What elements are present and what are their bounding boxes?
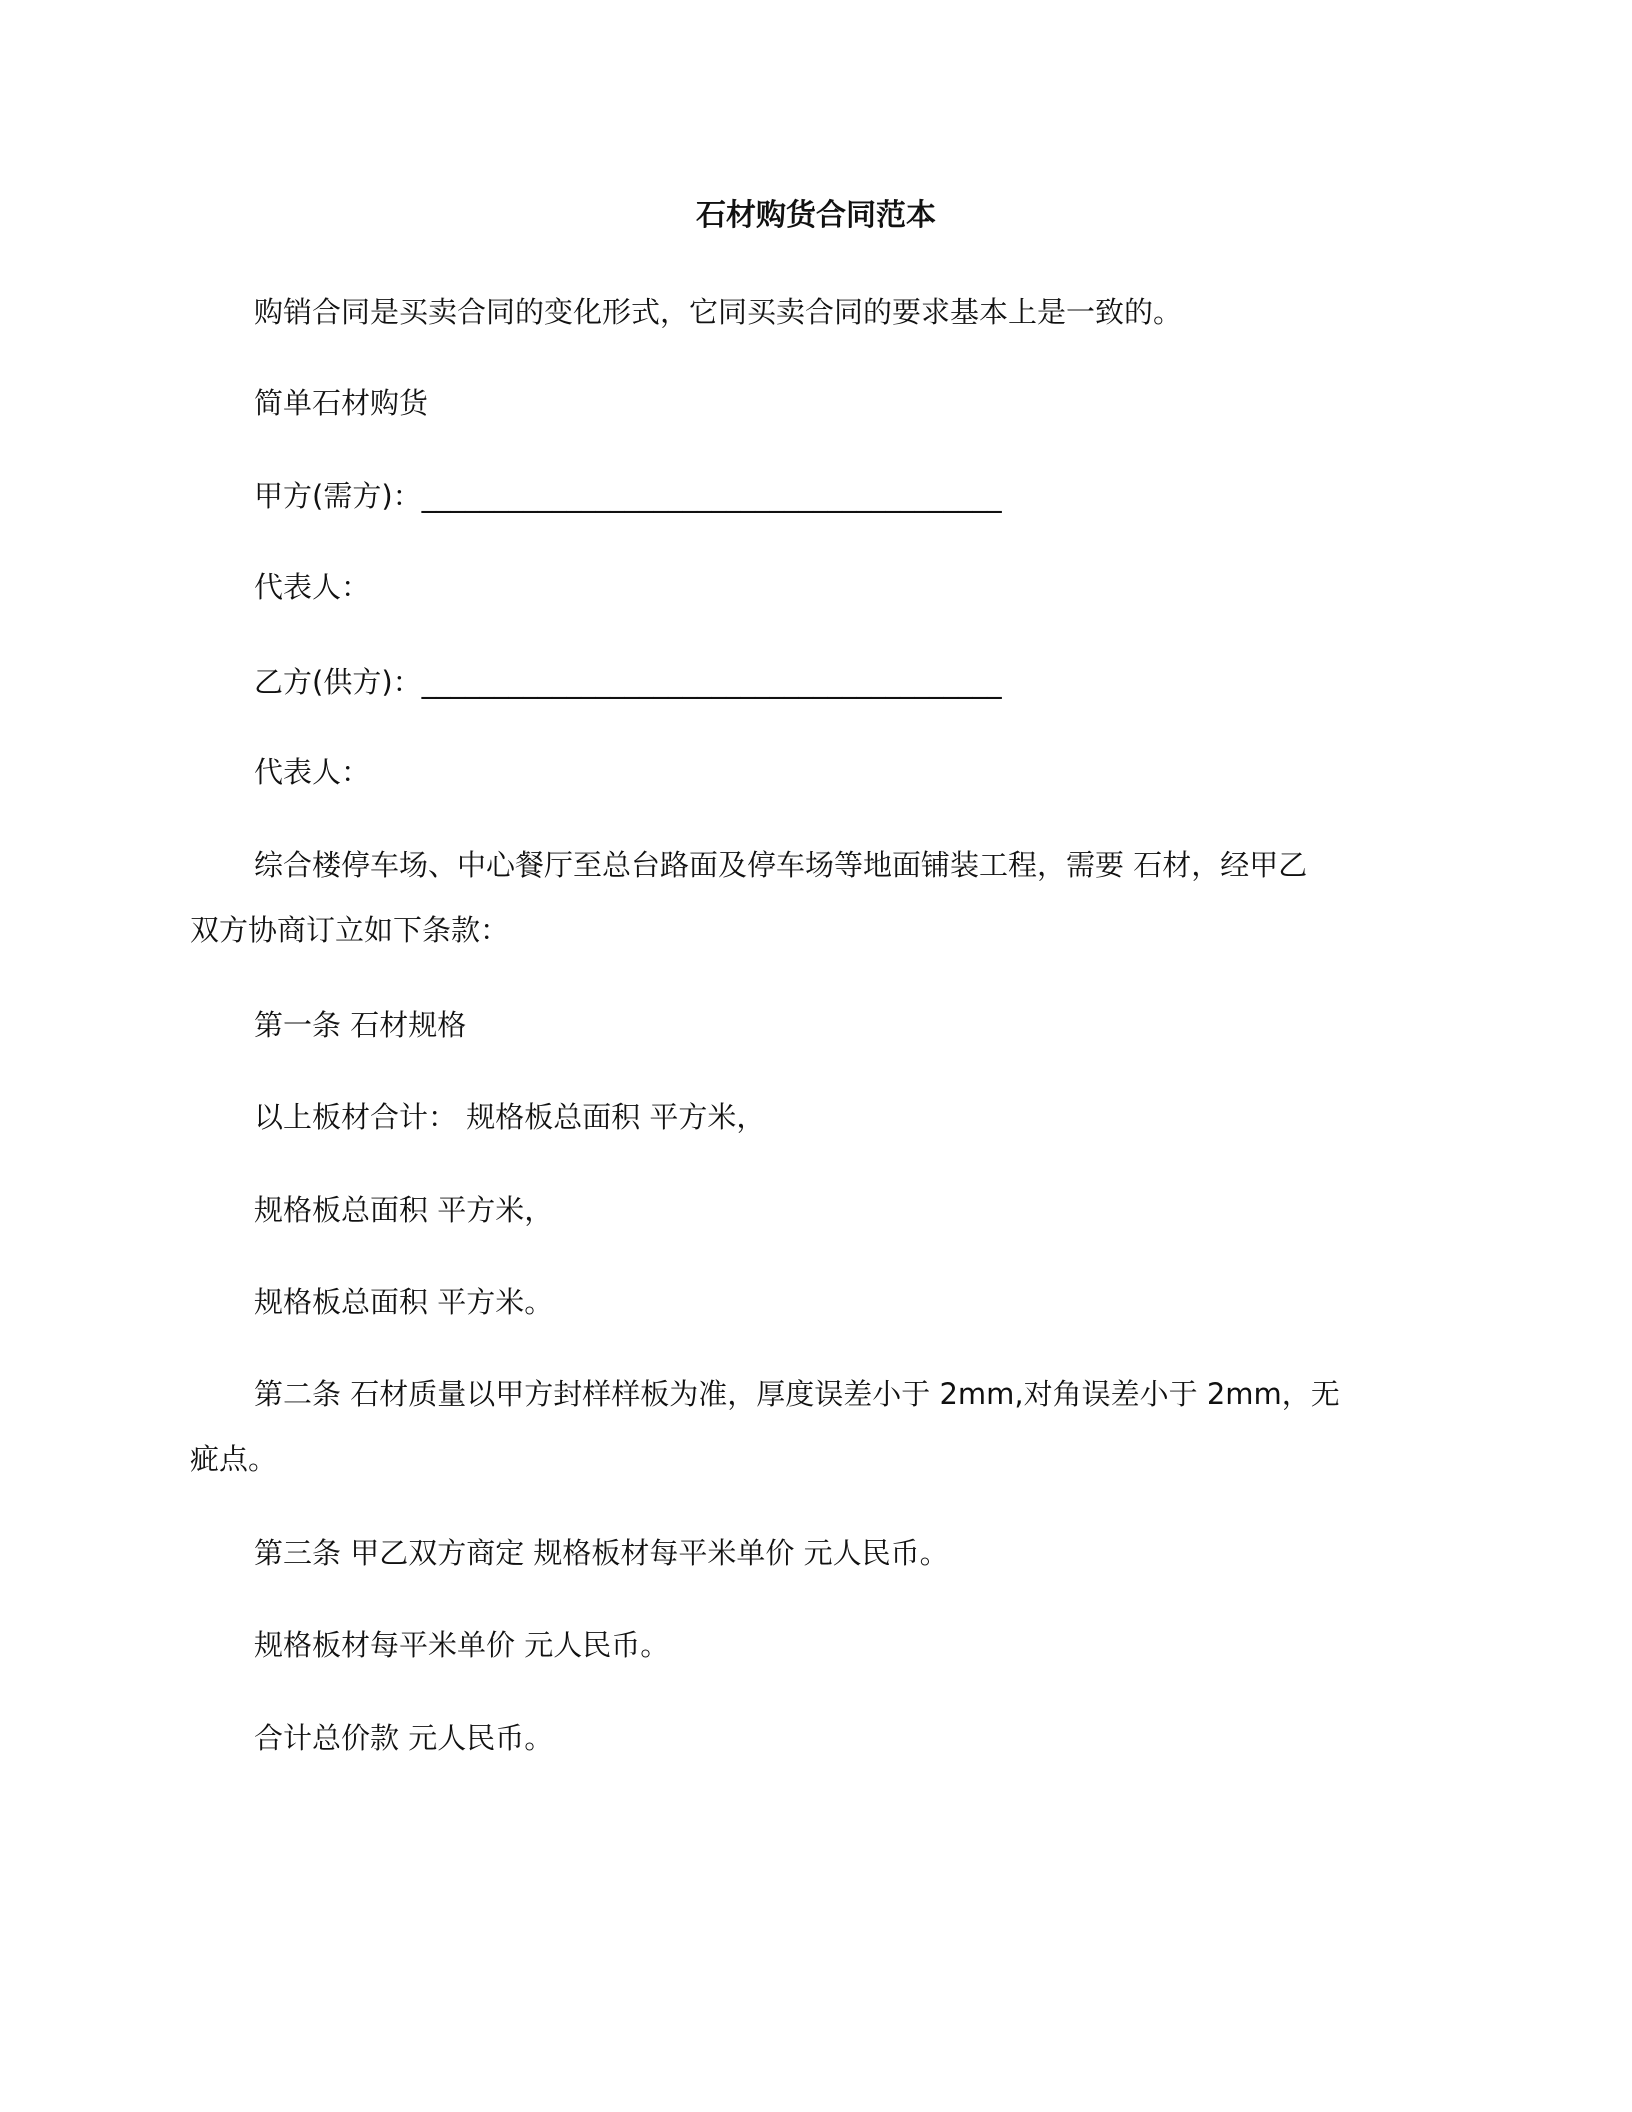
article-3-total-line: 合计总价款 元人民币。 bbox=[254, 1721, 554, 1755]
article-1-total-line: 以上板材合计： 规格板总面积 平方米， bbox=[254, 1100, 766, 1134]
party-a-line: 甲方(需方)：________________________________________ bbox=[254, 479, 1002, 513]
party-b-representative: 代表人： bbox=[254, 755, 371, 789]
article-1-area-line-2: 规格板总面积 平方米， bbox=[254, 1193, 554, 1227]
intro-paragraph: 购销合同是买卖合同的变化形式，它同买卖合同的要求基本上是一致的。 bbox=[254, 295, 1183, 329]
subtitle-line: 简单石材购货 bbox=[254, 386, 429, 420]
project-paragraph-line-2: 双方协商订立如下条款： bbox=[190, 913, 510, 947]
article-3-line-2: 规格板材每平米单价 元人民币。 bbox=[254, 1628, 670, 1662]
article-2-line-2: 疵点。 bbox=[190, 1442, 278, 1476]
article-1-area-line-3: 规格板总面积 平方米。 bbox=[254, 1285, 554, 1319]
party-a-representative: 代表人： bbox=[254, 570, 371, 604]
party-b-line: 乙方(供方)：________________________________________ bbox=[254, 665, 1002, 699]
article-2-line-1: 第二条 石材质量以甲方封样样板为准，厚度误差小于 2mm,对角误差小于 2mm，无 bbox=[254, 1377, 1340, 1411]
article-1-heading: 第一条 石材规格 bbox=[254, 1008, 467, 1042]
article-3-line-1: 第三条 甲乙双方商定 规格板材每平米单价 元人民币。 bbox=[254, 1536, 949, 1570]
project-paragraph-line-1: 综合楼停车场、中心餐厅至总台路面及停车场等地面铺装工程，需要 石材，经甲乙 bbox=[254, 848, 1308, 882]
document-title: 石材购货合同范本 bbox=[696, 198, 936, 233]
